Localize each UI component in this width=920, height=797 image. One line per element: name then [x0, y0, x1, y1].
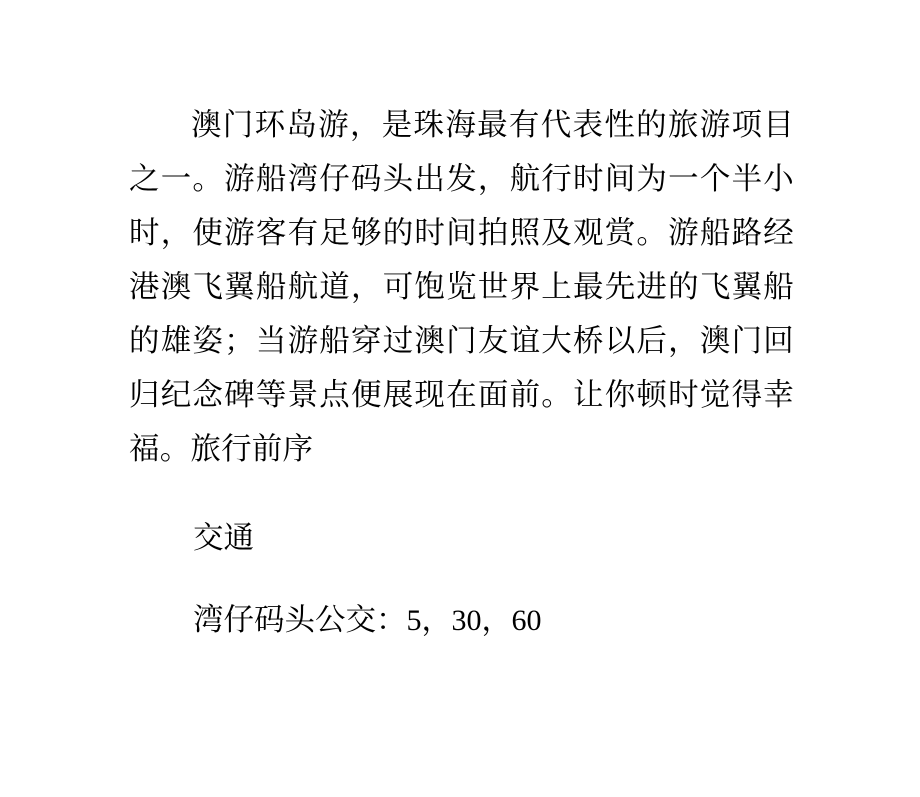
- bus-label: 湾仔码头公交：: [193, 603, 407, 638]
- bus-routes: 5，30，60: [406, 604, 542, 637]
- intro-paragraph: 澳门环岛游，是珠海最有代表性的旅游项目之一。游船湾仔码头出发，航行时间为一个半小时，使游客有足够的时间拍照及观赏。游船路经港澳飞翼船航道，可饱览世界上最先进的飞翼船的雄姿；当游船穿过澳门友谊大桥以后，澳门回归纪念碑等景点便展现在面前。让你顿时觉得幸福。旅行前序: [129, 108, 794, 467]
- bus-info-line: [193, 594, 542, 648]
- section-heading-transport: 交通: [193, 521, 254, 556]
